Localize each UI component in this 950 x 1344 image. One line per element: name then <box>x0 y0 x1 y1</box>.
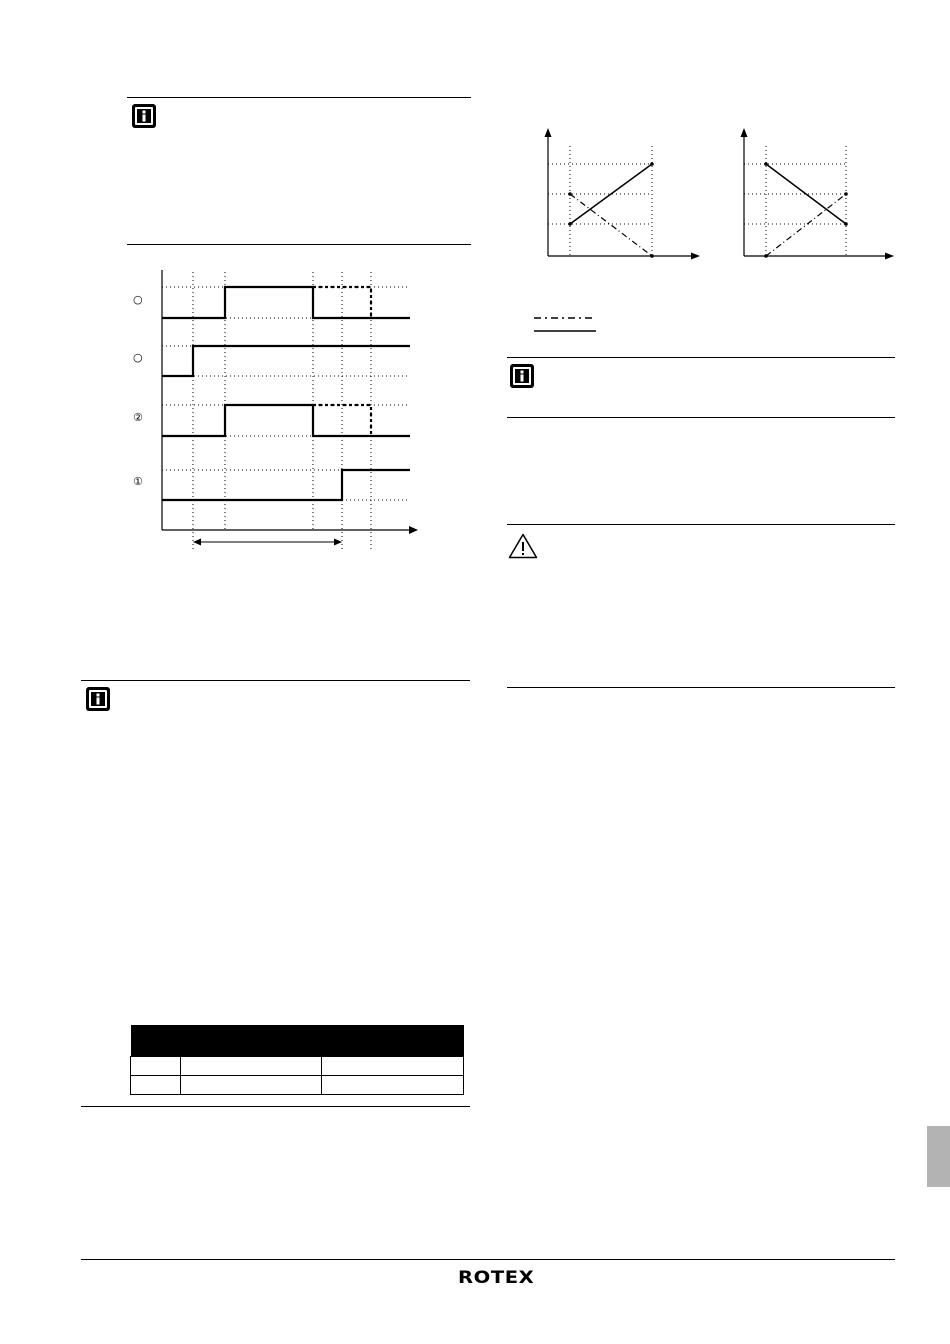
curve-point <box>650 254 654 258</box>
signal-marker-2: ○ <box>133 351 143 364</box>
info-icon <box>131 103 157 129</box>
brand-logo: ROTEX <box>458 1268 535 1288</box>
table-header-cell <box>131 1025 181 1057</box>
warning-triangle-icon <box>508 533 538 559</box>
signal-marker-3: ② <box>133 411 143 424</box>
x-axis-arrowhead <box>885 253 894 260</box>
interval-arrowhead-right <box>334 539 342 546</box>
curve-graph-1 <box>530 124 705 264</box>
dash-dot-curve <box>570 194 652 256</box>
settings-table <box>130 1025 464 1095</box>
solid-curve <box>570 164 652 224</box>
table-header-row <box>131 1025 464 1057</box>
curve-point <box>844 222 848 226</box>
table-cell <box>131 1076 181 1095</box>
info-box-2-top-rule <box>81 680 470 681</box>
x-axis-arrowhead <box>409 526 418 534</box>
legend <box>532 312 602 336</box>
curve-point <box>568 192 572 196</box>
info-box-top-rule <box>127 97 471 98</box>
table-cell <box>322 1057 464 1076</box>
curve-point <box>568 222 572 226</box>
warning-box-top-rule <box>507 524 895 525</box>
info-box-bottom-rule <box>127 244 471 245</box>
info-icon <box>85 686 111 712</box>
curve-point <box>764 254 768 258</box>
solid-curve <box>766 164 846 224</box>
table-row <box>131 1076 464 1095</box>
signal-trace-3 <box>162 405 410 436</box>
table-header-cell <box>181 1025 322 1057</box>
y-axis-arrowhead <box>741 128 748 137</box>
table-cell <box>181 1057 322 1076</box>
chapter-side-tab <box>927 1126 950 1187</box>
timing-diagram <box>120 262 430 554</box>
table-row <box>131 1057 464 1076</box>
table-header-cell <box>322 1025 464 1057</box>
info-icon <box>509 363 535 389</box>
table-cell <box>322 1076 464 1095</box>
y-axis-arrowhead <box>545 128 552 137</box>
table-cell <box>181 1076 322 1095</box>
curve-graph-2 <box>726 124 901 264</box>
signal-trace-1 <box>162 287 410 318</box>
table-cell <box>131 1057 181 1076</box>
curve-point <box>844 192 848 196</box>
curve-point <box>764 162 768 166</box>
footer-rule <box>81 1259 895 1260</box>
warning-box-bottom-rule <box>507 687 895 688</box>
x-axis-arrowhead <box>691 253 700 260</box>
info-box-3-top-rule <box>507 357 895 358</box>
signal-trace-1-extension <box>313 287 371 318</box>
info-box-2-bottom-rule <box>81 1106 470 1107</box>
dash-dot-curve <box>766 194 846 256</box>
signal-marker-4: ① <box>133 475 143 488</box>
interval-arrowhead-left <box>193 539 201 546</box>
curve-point <box>650 162 654 166</box>
signal-trace-2 <box>162 346 410 376</box>
signal-marker-1: ○ <box>133 293 143 306</box>
info-box-3-bottom-rule <box>507 417 895 418</box>
signal-trace-4 <box>162 470 410 500</box>
